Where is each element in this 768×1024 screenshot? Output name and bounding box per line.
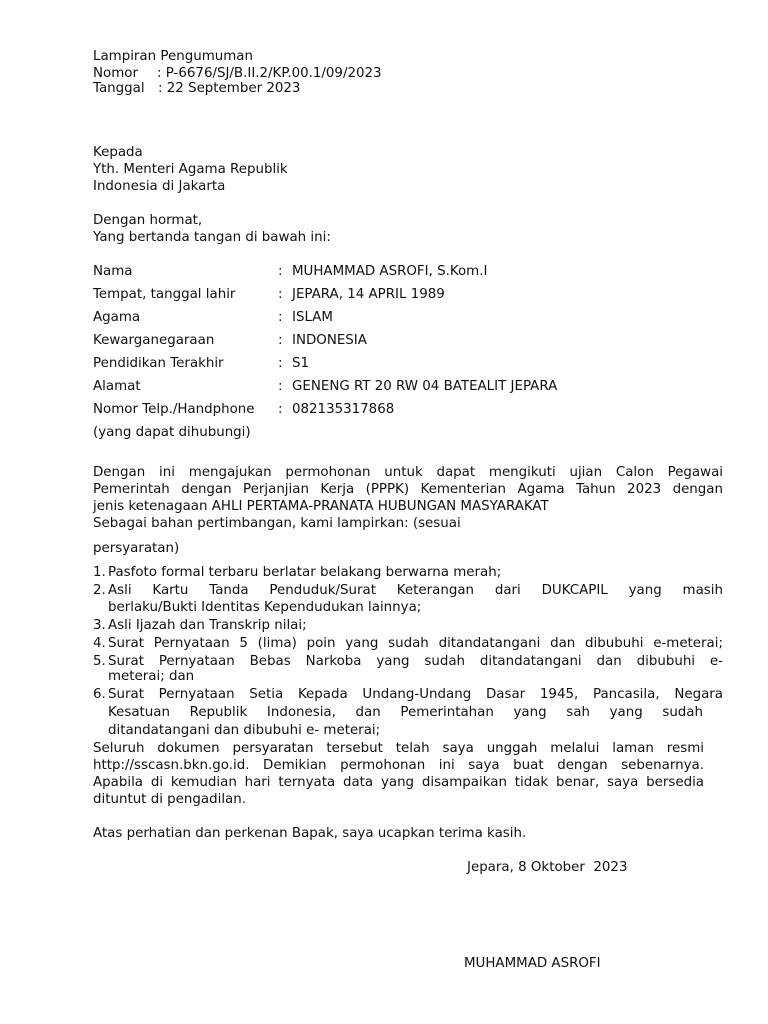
body-line: Sebagai bahan pertimbangan, kami lampirkan: (sesuai [93, 516, 461, 531]
identity-note: (yang dapat dihubungi) [93, 425, 251, 440]
identity-value: MUHAMMAD ASROFI, S.Kom.I [292, 264, 488, 279]
identity-value: 082135317868 [292, 402, 395, 417]
list-item-continuation: meterai; dan [108, 669, 195, 684]
greeting-line: Yang bertanda tangan di bawah ini: [93, 230, 331, 245]
body-line: Pemerintah dengan Perjanjian Kerja (PPPK) Kementerian Agama Tahun 2023 dengan [93, 482, 723, 497]
identity-colon: : [278, 333, 283, 348]
list-item-continuation: ditandatangani dan dibubuhi e- meterai; [108, 723, 381, 738]
body-line: persyaratan) [93, 541, 180, 556]
identity-label: Pendidikan Terakhir [93, 356, 224, 371]
list-item-number: 4. [93, 636, 106, 651]
identity-value: S1 [292, 356, 310, 371]
list-item-text: Surat Pernyataan Setia Kepada Undang-Undang Dasar 1945, Pancasila, Negara [108, 687, 723, 702]
list-item-text: Surat Pernyataan 5 (lima) poin yang sudah ditandatangani dan dibubuhi e-meterai; [108, 636, 723, 651]
greeting-line: Dengan hormat, [93, 213, 203, 228]
body-line: Dengan ini mengajukan permohonan untuk dapat mengikuti ujian Calon Pegawai [93, 465, 723, 480]
list-item-text: Asli Kartu Tanda Penduduk/Surat Keterangan dari DUKCAPIL yang masih [108, 583, 723, 598]
list-item-continuation: berlaku/Bukti Identitas Kependudukan lainnya; [108, 600, 422, 615]
identity-colon: : [278, 264, 283, 279]
identity-colon: : [278, 310, 283, 325]
list-item-number: 5. [93, 654, 106, 669]
list-item-text: Pasfoto formal terbaru berlatar belakang berwarna merah; [108, 565, 502, 580]
tanggal-label: Tanggal [93, 81, 145, 96]
identity-colon: : [278, 402, 283, 417]
attachment-title: Lampiran Pengumuman [93, 49, 253, 64]
closing-line: dituntut di pengadilan. [93, 792, 246, 807]
identity-label: Nomor Telp./Handphone [93, 402, 255, 417]
identity-label: Kewarganegaraan [93, 333, 215, 348]
identity-value: INDONESIA [292, 333, 367, 348]
list-item-text: Surat Pernyataan Bebas Narkoba yang sudah ditandatangani dan dibubuhi e- [108, 654, 723, 669]
closing-line: Apabila di kemudian hari ternyata data yang disampaikan tidak benar, saya bersedia [93, 775, 704, 790]
closing-line: Seluruh dokumen persyaratan tersebut telah saya unggah melalui laman resmi [93, 741, 704, 756]
identity-value: ISLAM [292, 310, 333, 325]
thanks-line: Atas perhatian dan perkenan Bapak, saya ucapkan terima kasih. [93, 826, 527, 841]
closing-line: http://sscasn.bkn.go.id. Demikian permohonan ini saya buat dengan sebenarnya. [93, 758, 704, 773]
identity-label: Alamat [93, 379, 141, 394]
identity-value: GENENG RT 20 RW 04 BATEALIT JEPARA [292, 379, 558, 394]
recipient-line: Kepada [93, 145, 143, 160]
body-line: jenis ketenagaan AHLI PERTAMA-PRANATA HUBUNGAN MASYARAKAT [93, 499, 549, 514]
signature-name: MUHAMMAD ASROFI [464, 956, 601, 971]
list-item-continuation: Kesatuan Republik Indonesia, dan Pemerintahan yang sah yang sudah [108, 705, 703, 720]
list-item-number: 1. [93, 565, 106, 580]
nomor-value: : P-6676/SJ/B.II.2/KP.00.1/09/2023 [157, 66, 382, 81]
signature-place-date: Jepara, 8 Oktober 2023 [467, 860, 628, 875]
identity-colon: : [278, 356, 283, 371]
identity-label: Agama [93, 310, 141, 325]
list-item-number: 6. [93, 687, 106, 702]
recipient-line: Indonesia di Jakarta [93, 179, 226, 194]
list-item-text: Asli Ijazah dan Transkrip nilai; [108, 618, 307, 633]
recipient-line: Yth. Menteri Agama Republik [93, 162, 288, 177]
nomor-label: Nomor [93, 66, 138, 81]
tanggal-value: : 22 September 2023 [158, 81, 301, 96]
identity-colon: : [278, 379, 283, 394]
identity-value: JEPARA, 14 APRIL 1989 [292, 287, 445, 302]
identity-label: Nama [93, 264, 133, 279]
list-item-number: 2. [93, 583, 106, 598]
list-item-number: 3. [93, 618, 106, 633]
identity-colon: : [278, 287, 283, 302]
identity-label: Tempat, tanggal lahir [93, 287, 236, 302]
